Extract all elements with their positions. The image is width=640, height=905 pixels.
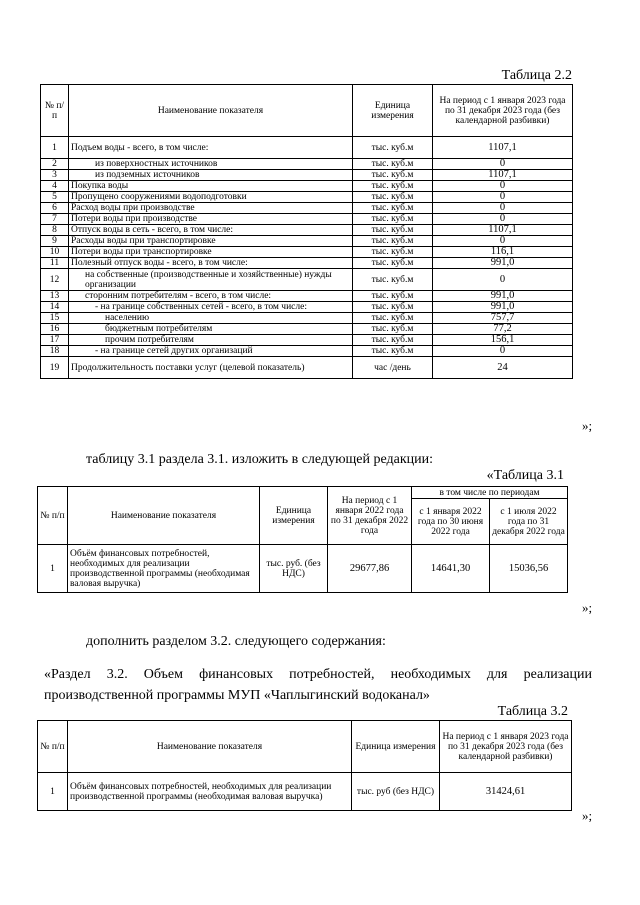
row-value: 991,0 [433, 302, 573, 313]
row-unit: тыс. куб.м [353, 137, 433, 159]
row-value: 1107,1 [433, 137, 573, 159]
table-2-2-body [41, 137, 573, 379]
row-num: 7 [41, 214, 69, 225]
row-unit: тыс. куб.м [353, 269, 433, 291]
row-num: 5 [41, 192, 69, 203]
row-unit: тыс. куб.м [353, 236, 433, 247]
table-row [41, 357, 573, 379]
col-header-unit: Единица измерения [353, 85, 433, 137]
row-unit: тыс. куб.м [353, 170, 433, 181]
row-unit: тыс. куб.м [353, 291, 433, 302]
row-value: 0 [433, 346, 573, 357]
table-row [41, 324, 573, 335]
row-name: из поверхностных источников [69, 159, 353, 170]
row-name: Расход воды при производстве [69, 203, 353, 214]
row-name: Полезный отпуск воды - всего, в том числе: [69, 258, 353, 269]
intro-3-1: таблицу 3.1 раздела 3.1. изложить в следующей редакции: [86, 452, 434, 467]
row-unit: тыс. куб.м [353, 214, 433, 225]
col-header-num: № п/п [41, 85, 69, 137]
row-num: 10 [41, 247, 69, 258]
row-value: 1107,1 [433, 225, 573, 236]
row-num: 13 [41, 291, 69, 302]
col-header-name: Наименование показателя [68, 721, 352, 773]
row-unit: тыс. куб.м [353, 302, 433, 313]
row-value: 0 [433, 203, 573, 214]
row-name: Потери воды при транспортировке [69, 247, 353, 258]
row-value: 0 [433, 192, 573, 203]
row-unit: час /день [353, 357, 433, 379]
row-unit: тыс. куб.м [353, 225, 433, 236]
row-name: из подземных источников [69, 170, 353, 181]
table-row [41, 269, 573, 291]
section-3-2-heading: «Раздел 3.2. Объем финансовых потребностей, необходимых для реализации производственной программы МУП «Чаплыгинский водоканал» [44, 667, 592, 703]
row-value: 0 [433, 181, 573, 192]
table-row [41, 236, 573, 247]
col-header-breakdown: в том числе по периодам [412, 487, 568, 499]
table-3-2-closing: »; [582, 808, 593, 823]
table-row [41, 181, 573, 192]
row-value: 156,1 [433, 335, 573, 346]
table-row [41, 203, 573, 214]
row-num: 19 [41, 357, 69, 379]
table-row [41, 302, 573, 313]
row-unit: тыс. куб.м [353, 313, 433, 324]
row-value: 31424,61 [440, 773, 572, 811]
row-name: Объём финансовых потребностей, необходимых для реализации производственной программы (необходимая валовая выручка) [68, 773, 352, 811]
col-header-period: На период с 1 января 2023 года по 31 декабря 2023 года (без календарной разбивки) [433, 85, 573, 137]
row-num: 1 [38, 545, 68, 593]
row-value: 0 [433, 214, 573, 225]
table-row [41, 291, 573, 302]
row-num: 16 [41, 324, 69, 335]
table-2-2-closing: »; [582, 418, 593, 433]
row-num: 14 [41, 302, 69, 313]
col-header-name: Наименование показателя [68, 487, 260, 545]
row-name: на собственные (производственные и хозяйственные) нужды организации [69, 269, 353, 291]
table-row [41, 137, 573, 159]
row-num: 1 [41, 137, 69, 159]
table-3-1-closing: »; [582, 600, 593, 615]
row-num: 2 [41, 159, 69, 170]
row-name: Продолжительность поставки услуг (целевой показатель) [69, 357, 353, 379]
row-value: 991,0 [433, 258, 573, 269]
row-unit: тыс. куб.м [353, 159, 433, 170]
row-num: 17 [41, 335, 69, 346]
row-value: 0 [433, 159, 573, 170]
col-header-unit: Единица измерения [352, 721, 440, 773]
row-name: сторонним потребителям - всего, в том числе: [69, 291, 353, 302]
table-row [41, 192, 573, 203]
row-value: 0 [433, 269, 573, 291]
row-unit: тыс. куб.м [353, 346, 433, 357]
col-header-h2: с 1 июля 2022 года по 31 декабря 2022 года [490, 499, 568, 545]
row-num: 6 [41, 203, 69, 214]
intro-3-2: дополнить разделом 3.2. следующего содержания: [86, 634, 386, 649]
row-name: Покупка воды [69, 181, 353, 192]
table-row [38, 773, 572, 811]
row-num: 9 [41, 236, 69, 247]
table-row [41, 258, 573, 269]
row-unit: тыс. руб. (без НДС) [260, 545, 328, 593]
table-3-1-caption: «Таблица 3.1 [486, 468, 564, 483]
row-name: Объём финансовых потребностей, необходимых для реализации производственной программы (необходимая валовая выручка) [68, 545, 260, 593]
table-3-2-caption: Таблица 3.2 [497, 704, 568, 719]
row-unit: тыс. куб.м [353, 335, 433, 346]
row-num: 8 [41, 225, 69, 236]
row-unit: тыс. куб.м [353, 258, 433, 269]
table-2-2-caption: Таблица 2.2 [501, 68, 572, 83]
row-value: 116,1 [433, 247, 573, 258]
row-name: населению [69, 313, 353, 324]
row-unit: тыс. куб.м [353, 181, 433, 192]
row-name: Отпуск воды в сеть - всего, в том числе: [69, 225, 353, 236]
row-name: Пропущено сооружениями водоподготовки [69, 192, 353, 203]
row-unit: тыс. куб.м [353, 247, 433, 258]
row-value: 1107,1 [433, 170, 573, 181]
row-h1: 14641,30 [412, 545, 490, 593]
col-header-name: Наименование показателя [69, 85, 353, 137]
row-num: 1 [38, 773, 68, 811]
row-num: 4 [41, 181, 69, 192]
table-row [41, 170, 573, 181]
table-3-1 [37, 486, 568, 593]
table-row [38, 545, 568, 593]
row-unit: тыс. куб.м [353, 203, 433, 214]
table-row [41, 225, 573, 236]
table-row [41, 247, 573, 258]
row-value: 0 [433, 236, 573, 247]
table-row [41, 346, 573, 357]
row-unit: тыс. куб.м [353, 324, 433, 335]
table-3-2 [37, 720, 572, 811]
col-header-period: На период с 1 января 2023 года по 31 декабря 2023 года (без календарной разбивки) [440, 721, 572, 773]
row-name: Потери воды при производстве [69, 214, 353, 225]
row-num: 12 [41, 269, 69, 291]
row-num: 15 [41, 313, 69, 324]
row-h2: 15036,56 [490, 545, 568, 593]
col-header-unit: Единица измерения [260, 487, 328, 545]
row-name: - на границе сетей других организаций [69, 346, 353, 357]
row-name: Расходы воды при транспортировке [69, 236, 353, 247]
row-unit: тыс. руб (без НДС) [352, 773, 440, 811]
row-value: 991,0 [433, 291, 573, 302]
table-row [41, 159, 573, 170]
col-header-num: № п/п [38, 487, 68, 545]
table-2-2 [40, 84, 573, 379]
row-num: 11 [41, 258, 69, 269]
row-value: 77,2 [433, 324, 573, 335]
row-num: 18 [41, 346, 69, 357]
table-row [41, 335, 573, 346]
row-value: 24 [433, 357, 573, 379]
row-value: 757,7 [433, 313, 573, 324]
col-header-num: № п/п [38, 721, 68, 773]
row-total: 29677,86 [328, 545, 412, 593]
row-name: бюджетным потребителям [69, 324, 353, 335]
row-name: прочим потребителям [69, 335, 353, 346]
row-name: - на границе собственных сетей - всего, в том числе: [69, 302, 353, 313]
row-num: 3 [41, 170, 69, 181]
row-name: Подъем воды - всего, в том числе: [69, 137, 353, 159]
table-row [41, 214, 573, 225]
col-header-period: На период с 1 января 2022 года по 31 декабря 2022 года [328, 487, 412, 545]
row-unit: тыс. куб.м [353, 192, 433, 203]
col-header-h1: с 1 января 2022 года по 30 июня 2022 года [412, 499, 490, 545]
table-row [41, 313, 573, 324]
